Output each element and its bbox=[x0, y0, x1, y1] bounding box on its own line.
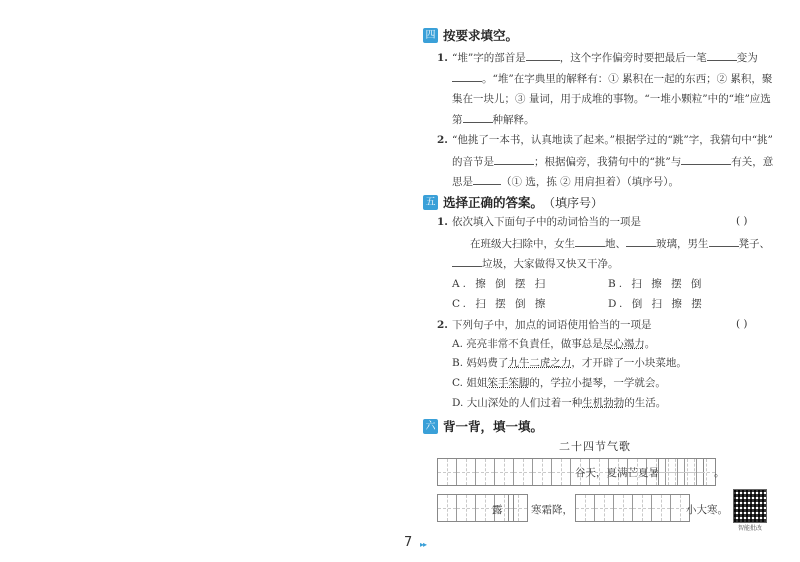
s5-q1-option-b[interactable]: B. 扫 擦 摆 倒 bbox=[608, 278, 705, 290]
poem-row1-text: 谷天，夏满芒夏暑 bbox=[575, 467, 659, 479]
s5-q2-b-pre: B. 妈妈费了 bbox=[452, 357, 509, 369]
s5-q2-c-dotted: 笨手笨脚 bbox=[487, 377, 530, 389]
s5-q1-stem-text: 依次填入下面句子中的动词恰当的一项是 bbox=[451, 216, 641, 228]
s5-q2-answer-paren[interactable]: ( ) bbox=[736, 318, 748, 330]
s4-q1-line4-a: 第 bbox=[452, 114, 463, 126]
blank-stroke[interactable] bbox=[707, 50, 737, 61]
s5-q2-a-dotted: 尽心竭力 bbox=[602, 338, 645, 350]
s5-q2-stem bbox=[437, 318, 651, 332]
s5-q2-b-post: ，才开辟了一小块菜地。 bbox=[571, 357, 687, 369]
poem-row2-mid1: 露 bbox=[492, 504, 503, 516]
section-6-heading bbox=[423, 417, 543, 435]
s4-q2-line3-b: （① 选，拣 ② 用肩担着）（填序号）。 bbox=[501, 176, 680, 188]
s5-q2-d-dotted: 生机勃勃 bbox=[582, 397, 625, 409]
page-arrow-icon: ▸▸ bbox=[420, 540, 427, 549]
s5-q2-number: 2. bbox=[437, 319, 448, 331]
s5-q2-option-a[interactable] bbox=[452, 337, 655, 351]
s5-q2-option-b[interactable] bbox=[452, 356, 687, 370]
s5-q1-sentence1 bbox=[470, 236, 770, 251]
s5-q2-a-post: 。 bbox=[644, 338, 656, 350]
blank-radical[interactable] bbox=[526, 50, 560, 61]
s4-q2-number: 2. bbox=[437, 134, 448, 146]
section-4-heading bbox=[423, 26, 518, 44]
blank-verb-2 bbox=[626, 236, 656, 247]
s4-q1-line4 bbox=[452, 112, 535, 127]
s5-q1-option-c[interactable]: C. 扫 摆 倒 擦 bbox=[452, 298, 549, 310]
s4-q1-line4-b: 种解释。 bbox=[492, 114, 535, 126]
s4-q1-text-b: ，这个字作偏旁时要把最后一笔 bbox=[559, 52, 707, 64]
section-5-title: 选择正确的答案。 bbox=[443, 195, 544, 210]
s4-q2-line2-a: 的音节是 bbox=[452, 156, 494, 168]
s5-q2-option-c[interactable] bbox=[452, 376, 666, 390]
s5-q1-s1b: 地、 bbox=[605, 238, 626, 250]
s4-q2-line2 bbox=[452, 154, 773, 169]
blank-verb-3 bbox=[709, 236, 739, 247]
s5-q1-option-a[interactable]: A. 擦 倒 摆 扫 bbox=[452, 278, 549, 290]
poem-row2-mid2: 寒霜降， bbox=[531, 504, 573, 516]
blank-verb-4 bbox=[452, 256, 482, 267]
poem-grid-5[interactable] bbox=[575, 494, 690, 522]
s4-q1-text-c: 变为 bbox=[736, 52, 758, 64]
s5-q2-c-pre: C. 姐姐 bbox=[452, 377, 488, 389]
s5-q1-s2: 垃圾，大家做得又快又干净。 bbox=[482, 258, 619, 270]
blank-related[interactable] bbox=[681, 154, 731, 165]
section-6-badge: 六 bbox=[423, 419, 438, 434]
section-5-note: （填序号） bbox=[543, 195, 604, 210]
s5-q1-option-d[interactable]: D. 倒 扫 擦 摆 bbox=[608, 298, 705, 310]
page-number: 7 bbox=[404, 535, 413, 550]
s5-q1-s1d: 凳子、 bbox=[738, 238, 770, 250]
poem-grid-4[interactable] bbox=[508, 494, 528, 522]
s5-q2-option-d[interactable] bbox=[452, 396, 666, 410]
s5-q1-number: 1. bbox=[437, 216, 448, 228]
s4-q2-line1-text: “他挑了一本书，认真地读了起来。”根据学过的“跳”字，我猜句中“挑” bbox=[451, 134, 773, 146]
s4-q1-text-a: “堆”字的部首是 bbox=[451, 52, 526, 64]
s4-q2-line3-a: 思是 bbox=[452, 176, 473, 188]
blank-verb-1 bbox=[575, 236, 605, 247]
section-5-heading bbox=[423, 193, 603, 211]
qr-code-icon[interactable] bbox=[733, 489, 767, 523]
s4-q1-line2 bbox=[452, 71, 772, 86]
s5-q2-a-pre: A. 亮亮非常不負責任，做事总是 bbox=[452, 338, 603, 350]
s5-q2-c-post: 的，学拉小提琴，一学就会。 bbox=[529, 377, 666, 389]
section-4-title: 按要求填空。 bbox=[443, 28, 519, 43]
s5-q1-answer-paren[interactable]: ( ) bbox=[736, 215, 748, 227]
s4-q1-number: 1. bbox=[437, 52, 448, 64]
blank-stroke-changed[interactable] bbox=[452, 71, 482, 82]
s5-q2-d-post: 的生活。 bbox=[624, 397, 667, 409]
poem-row1-end: 。 bbox=[714, 467, 725, 479]
section-6-title: 背一背，填一填。 bbox=[443, 419, 544, 434]
qr-label: 智能批改 bbox=[737, 525, 762, 532]
s4-q1-line1 bbox=[437, 50, 758, 65]
s4-q2-line1 bbox=[437, 133, 773, 147]
s5-q2-d-pre: D. 大山深处的人们过着一种 bbox=[452, 397, 583, 409]
section-5-badge: 五 bbox=[423, 195, 438, 210]
s4-q1-line3: 集在一块儿；③ 量词，用于成堆的事物。“一堆小颗粒”中的“堆”应选 bbox=[452, 93, 771, 105]
blank-meaning[interactable] bbox=[473, 174, 501, 185]
s5-q2-b-dotted: 九牛二虎之力 bbox=[508, 357, 572, 369]
s5-q1-s1c: 玻璃，男生 bbox=[656, 238, 709, 250]
blank-definition[interactable] bbox=[463, 112, 493, 123]
s5-q1-s1a: 在班级大扫除中，女生 bbox=[470, 238, 575, 250]
s4-q2-line2-b: ；根据偏旁，我猜句中的“挑”与 bbox=[534, 156, 682, 168]
s4-q1-line2-text: 。“堆”在字典里的解释有：① 累积在一起的东西；② 累积，聚 bbox=[482, 73, 773, 85]
poem-title: 二十四节气歌 bbox=[559, 440, 631, 453]
poem-grid-2[interactable] bbox=[658, 458, 716, 486]
s5-q2-stem-text: 下列句子中，加点的词语使用恰当的一项是 bbox=[451, 319, 652, 331]
poem-row2-end: 小大寒。 bbox=[686, 504, 728, 516]
section-4-badge: 四 bbox=[423, 28, 438, 43]
s4-q2-line2-c: 有关，意 bbox=[731, 156, 774, 168]
s5-q1-stem bbox=[437, 215, 641, 229]
s5-q1-sentence2 bbox=[452, 256, 619, 271]
s4-q2-line3 bbox=[452, 174, 679, 189]
blank-syllable[interactable] bbox=[494, 154, 534, 165]
